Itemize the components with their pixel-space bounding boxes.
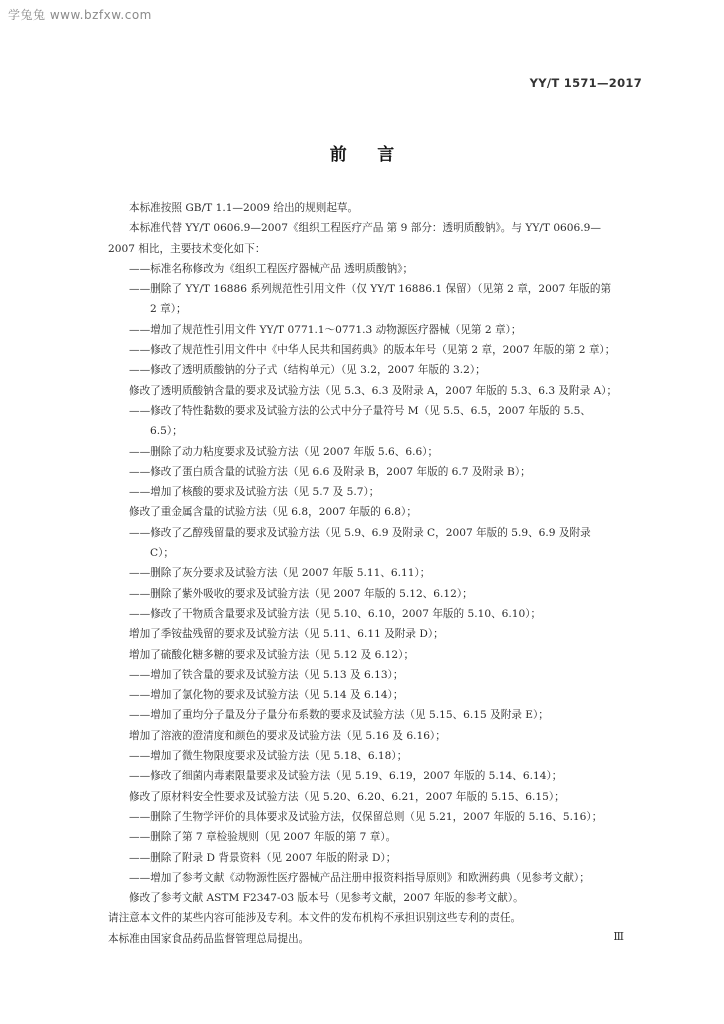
list-item: 增加了硫酸化糖多糖的要求及试验方法（见 5.12 及 6.12）；: [129, 648, 415, 661]
watermark: 学兔兔 www.bzfxw.com: [8, 8, 152, 22]
list-item: 修改了参考文献 ASTM F2347-03 版本号（见参考文献，2007 年版的参考文献）。: [129, 892, 524, 905]
list-item: ——删除了动力粘度要求及试验方法（见 2007 年版 5.6、6.6）；: [129, 445, 439, 458]
intro-paragraph: 本标准按照 GB/T 1.1—2009 给出的规则起草。: [129, 202, 359, 214]
list-item: 增加了溶液的澄清度和颜色的要求及试验方法（见 5.16 及 6.16）；: [129, 729, 446, 742]
list-item: 修改了透明质酸钠含量的要求及试验方法（见 5.3、6.3 及附录 A，2007 年版的 5.3、6.3 及附录 A）；: [129, 384, 618, 397]
closing-paragraph: 请注意本文件的某些内容可能涉及专利。本文件的发布机构不承担识别这些专利的责任。: [108, 912, 522, 925]
list-item: ——标准名称修改为《组织工程医疗器械产品 透明质酸钠》；: [129, 262, 414, 275]
standard-number: YY/T 1571—2017: [529, 76, 642, 90]
list-item: 修改了原材料安全性要求及试验方法（见 5.20、6.20、6.21，2007 年版的 5.15、6.15）；: [129, 790, 565, 803]
intro-paragraph: 本标准代替 YY/T 0606.9—2007《组织工程医疗产品 第 9 部分：透明质酸钠》。与 YY/T 0606.9—2007 相比，主要技术变化如下：: [108, 222, 601, 255]
closing-paragraph: 本标准由国家食品药品监督管理总局提出。: [108, 932, 310, 945]
list-item: ——修改了蛋白质含量的试验方法（见 6.6 及附录 B，2007 年版的 6.7 及附录 B）；: [129, 465, 531, 478]
list-item: ——删除了第 7 章检验规则（见 2007 年版的第 7 章）。: [129, 831, 397, 844]
list-item: 增加了季铵盐残留的要求及试验方法（见 5.11、6.11 及附录 D）；: [129, 628, 444, 641]
list-item: ——删除了附录 D 背景资料（见 2007 年版的附录 D）；: [129, 851, 397, 864]
list-item: ——修改了乙醇残留量的要求及试验方法（见 5.9、6.9 及附录 C，2007 年版的 5.9、6.9 及附录 C）；: [129, 526, 591, 560]
list-item: ——删除了灰分要求及试验方法（见 2007 年版 5.11、6.11）；: [129, 567, 431, 580]
page-title: 前言: [329, 145, 425, 165]
list-item: ——增加了参考文献《动物源性医疗器械产品注册申报资料指导原则》和欧洲药典（见参考文献）；: [129, 871, 590, 884]
list-item: ——增加了氯化物的要求及试验方法（见 5.14 及 6.14）；: [129, 689, 404, 702]
change-list: [108, 259, 618, 909]
list-item: ——增加了铁含量的要求及试验方法（见 5.13 及 6.13）；: [129, 668, 404, 681]
list-item: ——修改了规范性引用文件中《中华人民共和国药典》的版本年号（见第 2 章，2007 年版的第 2 章）；: [129, 344, 616, 357]
list-item: ——修改了透明质酸钠的分子式（结构单元）（见 3.2，2007 年版的 3.2）；: [129, 364, 486, 377]
list-item: ——修改了细菌内毒素限量要求及试验方法（见 5.19、6.19，2007 年版的 5.14、6.14）；: [129, 770, 563, 783]
list-item: ——增加了微生物限度要求及试验方法（见 5.18、6.18）；: [129, 750, 408, 763]
list-item: ——修改了干物质含量要求及试验方法（见 5.10、6.10，2007 年版的 5.10、6.10）；: [129, 607, 542, 620]
page-number: Ⅲ: [613, 930, 624, 943]
list-item: ——删除了生物学评价的具体要求及试验方法，仅保留总则（见 5.21，2007 年版的 5.16、5.16）；: [129, 810, 603, 823]
list-item: ——修改了特性黏数的要求及试验方法的公式中分子量符号 M（见 5.5、6.5，2007 年版的 5.5、6.5）；: [129, 404, 592, 438]
document-body: [108, 198, 618, 949]
list-item: ——删除了紫外吸收的要求及试验方法（见 2007 年版的 5.12、6.12）；: [129, 587, 473, 600]
list-item: ——增加了规范性引用文件 YY/T 0771.1～0771.3 动物源医疗器械（见第 2 章）；: [129, 323, 522, 336]
list-item: ——删除了 YY/T 16886 系列规范性引用文件（仅 YY/T 16886.1 保留）（见第 2 章，2007 年版的第 2 章）；: [129, 283, 612, 316]
list-item: ——增加了核酸的要求及试验方法（见 5.7 及 5.7）；: [129, 486, 380, 499]
list-item: 修改了重金属含量的试验方法（见 6.8，2007 年版的 6.8）；: [129, 506, 417, 519]
list-item: ——增加了重均分子量及分子量分布系数的要求及试验方法（见 5.15、6.15 及附录 E）；: [129, 709, 549, 722]
